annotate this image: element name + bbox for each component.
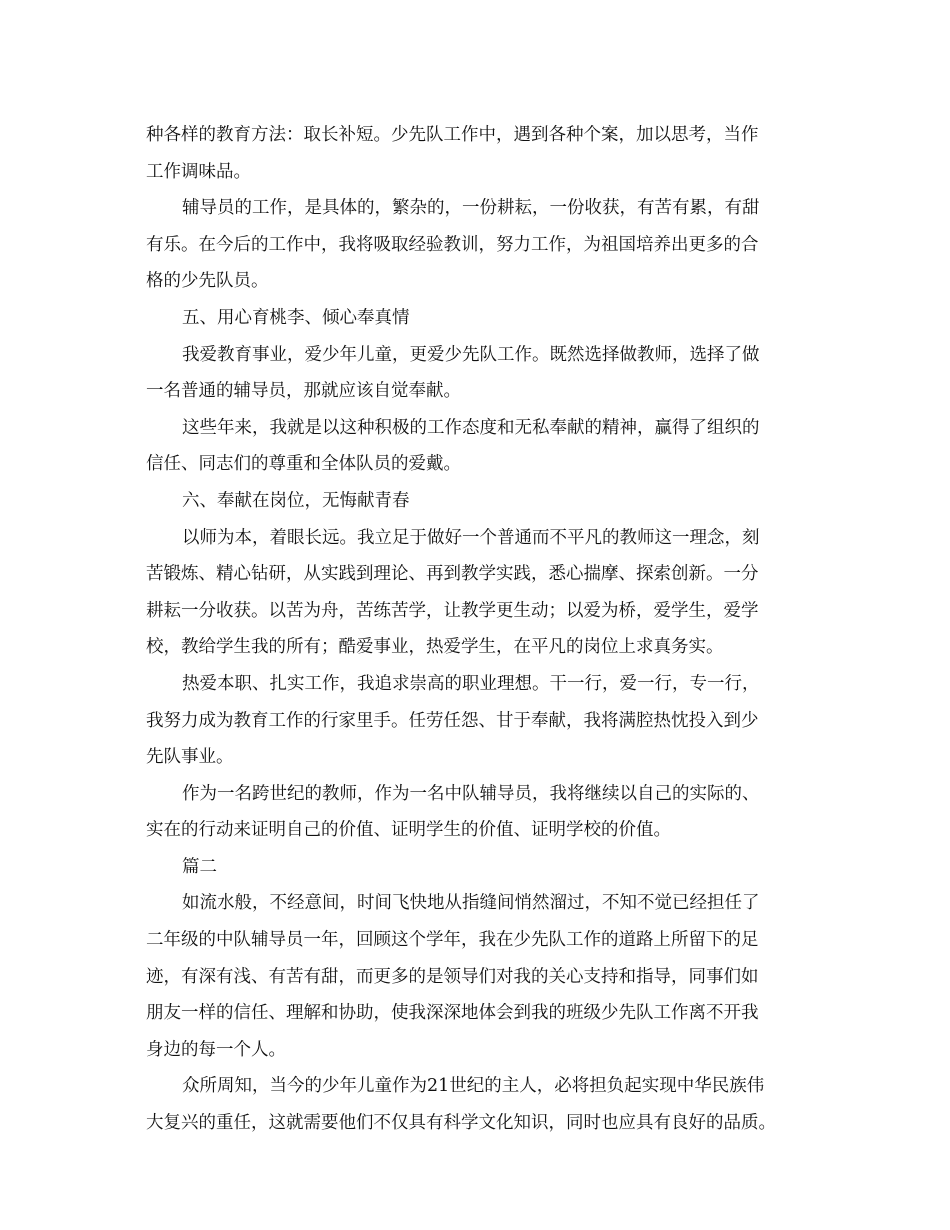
text-line: 耕耘一分收获。以苦为舟，苦练苦学，让教学更生动；以爱为桥，爱学生，爱学 — [146, 600, 759, 621]
text-line: 如流水般，不经意间，时间飞快地从指缝间悄然溜过，不知不觉已经担任了 — [182, 893, 760, 914]
text-line: 作为一名跨世纪的教师，作为一名中队辅导员，我将继续以自己的实际的、 — [182, 783, 760, 804]
text-line: 迹，有深有浅、有苦有甜，而更多的是领导们对我的关心支持和指导，同事们如 — [146, 966, 759, 987]
text-line: 篇二 — [182, 856, 217, 877]
text-line: 格的少先队员。 — [146, 271, 269, 292]
text-line: 以师为本，着眼长远。我立足于做好一个普通而不平凡的教师这一理念，刻 — [182, 527, 760, 548]
text-line: 实在的行动来证明自己的价值、证明学生的价值、证明学校的价值。 — [146, 820, 671, 841]
text-line: 一名普通的辅导员，那就应该自觉奉献。 — [146, 381, 461, 402]
text-line: 大复兴的重任，这就需要他们不仅具有科学文化知识，同时也应具有良好的品质。 — [146, 1113, 776, 1134]
text-line: 先队事业。 — [146, 747, 234, 768]
text-line: 工作调味品。 — [146, 161, 251, 182]
text-line: 这些年来，我就是以这种积极的工作态度和无私奉献的精神，赢得了组织的 — [182, 417, 760, 438]
text-line: 有乐。在今后的工作中，我将吸取经验教训，努力工作，为祖国培养出更多的合 — [146, 234, 759, 255]
text-line: 五、用心育桃李、倾心奉真情 — [182, 307, 410, 328]
text-line: 我爱教育事业，爱少年儿童，更爱少先队工作。既然选择做教师，选择了做 — [182, 344, 760, 365]
text-line: 苦锻炼、精心钻研，从实践到理论、再到教学实践，悉心揣摩、探索创新。一分 — [146, 564, 759, 585]
text-line: 我努力成为教育工作的行家里手。任劳任怨、甘于奉献，我将满腔热忱投入到少 — [146, 710, 759, 731]
text-line: 二年级的中队辅导员一年，回顾这个学年，我在少先队工作的道路上所留下的足 — [146, 930, 759, 951]
text-line: 种各样的教育方法：取长补短。少先队工作中，遇到各种个案，加以思考，当作 — [146, 125, 759, 145]
text-line: 六、奉献在岗位，无悔献青春 — [182, 490, 410, 511]
text-line: 信任、同志们的尊重和全体队员的爱戴。 — [146, 454, 461, 475]
text-line: 辅导员的工作，是具体的，繁杂的，一份耕耘，一份收获，有苦有累，有甜 — [182, 198, 760, 219]
text-line: 朋友一样的信任、理解和协助，使我深深地体会到我的班级少先队工作离不开我 — [146, 1003, 759, 1024]
text-line: 身边的每一个人。 — [146, 1039, 286, 1060]
text-line: 众所周知，当今的少年儿童作为21世纪的主人，必将担负起实现中华民族伟 — [182, 1076, 765, 1097]
text-line: 热爱本职、扎实工作，我追求崇高的职业理想。干一行，爱一行，专一行， — [182, 673, 760, 694]
text-line: 校，教给学生我的所有；酷爱事业，热爱学生，在平凡的岗位上求真务实。 — [146, 637, 724, 658]
